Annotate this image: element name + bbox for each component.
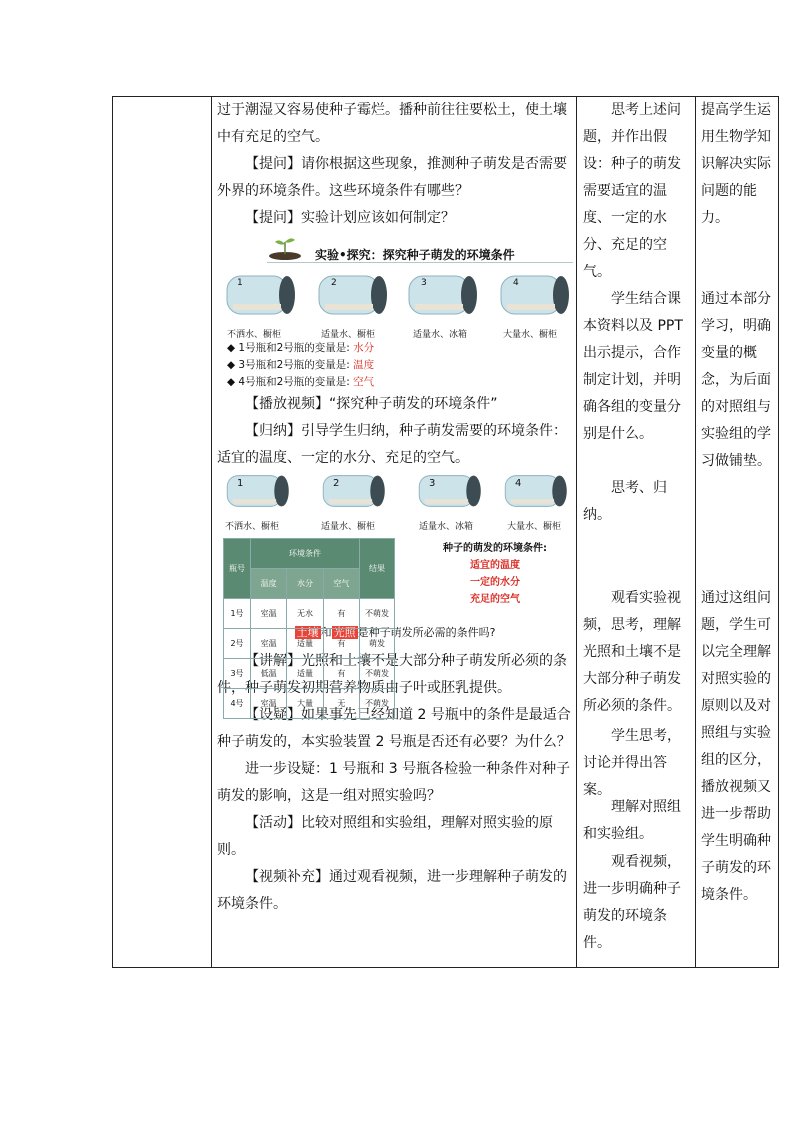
jar-item bbox=[417, 472, 489, 532]
paragraph: 过于潮湿又容易使种子霉烂。播种前往往要松土，使土壤中有充足的空气。 bbox=[217, 102, 567, 145]
paragraph: 【提问】请你根据这些现象，推测种子萌发是否需要外界的环境条件。这些环境条件有哪些？ bbox=[217, 156, 567, 199]
jar-number: 2 bbox=[331, 278, 337, 288]
jar-number: 1 bbox=[237, 278, 243, 288]
variable-item: ◆ 4号瓶和2号瓶的变量是: 空气 bbox=[227, 376, 375, 388]
glass-jar-icon bbox=[317, 270, 389, 320]
student-activity: 观看视频，进一步明确种子萌发的环境条件。 bbox=[583, 854, 681, 951]
jar-label: 大量水、橱柜 bbox=[507, 522, 562, 532]
header-temp: 温度 bbox=[251, 569, 287, 599]
jar-item bbox=[225, 270, 297, 340]
glass-jar-icon bbox=[225, 270, 297, 320]
glass-jar-icon bbox=[225, 472, 291, 510]
table-row: 4号 室温 大量 无 不萌发 bbox=[224, 689, 395, 719]
jar-label: 不洒水、橱柜 bbox=[225, 522, 280, 532]
jar-figure-2 bbox=[217, 472, 573, 534]
jar-item bbox=[503, 472, 575, 532]
glass-jar-icon bbox=[407, 270, 479, 320]
jar-number: 2 bbox=[333, 478, 340, 489]
question-line: 土壤 和 光照 是种子萌发所必需的条件吗? bbox=[296, 626, 496, 639]
seedling-icon bbox=[265, 234, 305, 260]
conditions-box bbox=[425, 540, 565, 608]
column-divider bbox=[695, 97, 696, 967]
student-activity: 思考、归纳。 bbox=[583, 480, 667, 523]
glass-jar-icon bbox=[417, 472, 483, 510]
paragraph: 【设疑】如果事先已经知道 2 号瓶中的条件是最适合种子萌发的，本实验装置 2 号瓶是否还有必要？为什么？ bbox=[217, 707, 571, 750]
results-table bbox=[223, 538, 395, 719]
paragraph: 【视频补充】通过观看视频，进一步理解种子萌发的环境条件。 bbox=[217, 869, 567, 912]
paragraph: 【播放视频】“探究种子萌发的环境条件” bbox=[245, 396, 498, 412]
column-divider bbox=[576, 97, 577, 967]
condition-item: 充足的空气 bbox=[470, 594, 520, 605]
paragraph: 【活动】比较对照组和实验组，理解对照实验的原则。 bbox=[217, 815, 553, 858]
paragraph: 进一步设疑：1 号瓶和 3 号瓶各检验一种条件对种子萌发的影响，这是一组对照实验吗？ bbox=[217, 761, 571, 804]
student-activity: 观看实验视频，思考，理解光照和土壤不是大部分种子萌发所必须的条件。 bbox=[583, 590, 681, 714]
jar-label: 适量水、冰箱 bbox=[413, 330, 468, 340]
lesson-table bbox=[112, 96, 779, 968]
teaching-content-column bbox=[217, 97, 573, 918]
paragraph: 【归纳】引导学生归纳，种子萌发需要的环境条件：适宜的温度、一定的水分、充足的空气。 bbox=[217, 423, 567, 466]
jar-label: 不洒水、橱柜 bbox=[227, 330, 282, 340]
condition-item: 适宜的温度 bbox=[470, 560, 520, 571]
header-result: 结果 bbox=[360, 539, 395, 599]
column-divider bbox=[211, 97, 212, 967]
jar-number: 3 bbox=[429, 478, 436, 489]
table-row: 1号 室温 无水 有 不萌发 bbox=[224, 599, 395, 629]
student-activity: 学生思考，讨论并得出答案。 bbox=[583, 728, 681, 798]
variable-item: ◆ 1号瓶和2号瓶的变量是: 水分 bbox=[227, 342, 375, 354]
design-intent: 通过这组问题，学生可以完全理解对照实验的原则以及对照组与实验组的区分，播放视频又进一步帮助学生明确种子萌发的环境条件。 bbox=[701, 590, 771, 903]
glass-jar-icon bbox=[321, 472, 387, 510]
jar-item bbox=[317, 270, 389, 340]
glass-jar-icon bbox=[503, 472, 569, 510]
conditions-title: 种子的萌发的环境条件: bbox=[443, 543, 547, 554]
jar-number: 4 bbox=[513, 278, 519, 288]
jar-figure-1 bbox=[217, 270, 573, 340]
design-intent: 通过本部分学习，明确变量的概念，为后面的对照组与实验组的学习做铺垫。 bbox=[701, 291, 771, 469]
header-env: 环境条件 bbox=[251, 539, 360, 569]
header-air: 空气 bbox=[323, 569, 359, 599]
jar-item bbox=[321, 472, 393, 532]
jar-label: 适量水、橱柜 bbox=[321, 522, 376, 532]
jar-number: 1 bbox=[237, 478, 244, 489]
paragraph: 【讲解】光照和土壤不是大部分种子萌发所必须的条件，种子萌发初期营养物质由子叶或胚乳提供。 bbox=[217, 653, 567, 696]
jar-label: 适量水、橱柜 bbox=[321, 330, 376, 340]
highlight-soil: 土壤 bbox=[296, 626, 319, 639]
header-water: 水分 bbox=[287, 569, 323, 599]
student-activity: 理解对照组和实验组。 bbox=[583, 799, 681, 842]
jar-number: 3 bbox=[421, 278, 427, 288]
table-row: 2号 室温 适量 有 萌发 bbox=[224, 629, 395, 659]
variable-item: ◆ 3号瓶和2号瓶的变量是: 温度 bbox=[227, 359, 375, 371]
table-row: 3号 低温 适量 有 不萌发 bbox=[224, 659, 395, 689]
jar-number: 4 bbox=[515, 478, 522, 489]
paragraph: 【提问】实验计划应该如何制定？ bbox=[245, 210, 455, 226]
jar-item bbox=[407, 270, 479, 340]
student-activity: 思考上述问题，并作出假设：种子的萌发需要适宜的温度、一定的水分、充足的空气。 bbox=[583, 102, 681, 280]
condition-item: 一定的水分 bbox=[470, 577, 520, 588]
jar-label: 适量水、冰箱 bbox=[419, 522, 474, 532]
student-activity: 学生结合课本资料以及 PPT 出示提示，合作制定计划，并明确各组的变量分别是什么。 bbox=[583, 291, 683, 442]
jar-item bbox=[499, 270, 571, 340]
experiment-banner bbox=[217, 232, 573, 270]
banner-title: 实验•探究：探究种子萌发的环境条件 bbox=[315, 248, 515, 262]
design-intent: 提高学生运用生物学知识解决实际问题的能力。 bbox=[701, 102, 771, 226]
header-bottle: 瓶号 bbox=[224, 539, 251, 599]
divider bbox=[267, 262, 573, 263]
glass-jar-icon bbox=[499, 270, 571, 320]
highlight-light: 光照 bbox=[333, 626, 356, 639]
jar-item bbox=[225, 472, 297, 532]
jar-label: 大量水、橱柜 bbox=[503, 330, 558, 340]
